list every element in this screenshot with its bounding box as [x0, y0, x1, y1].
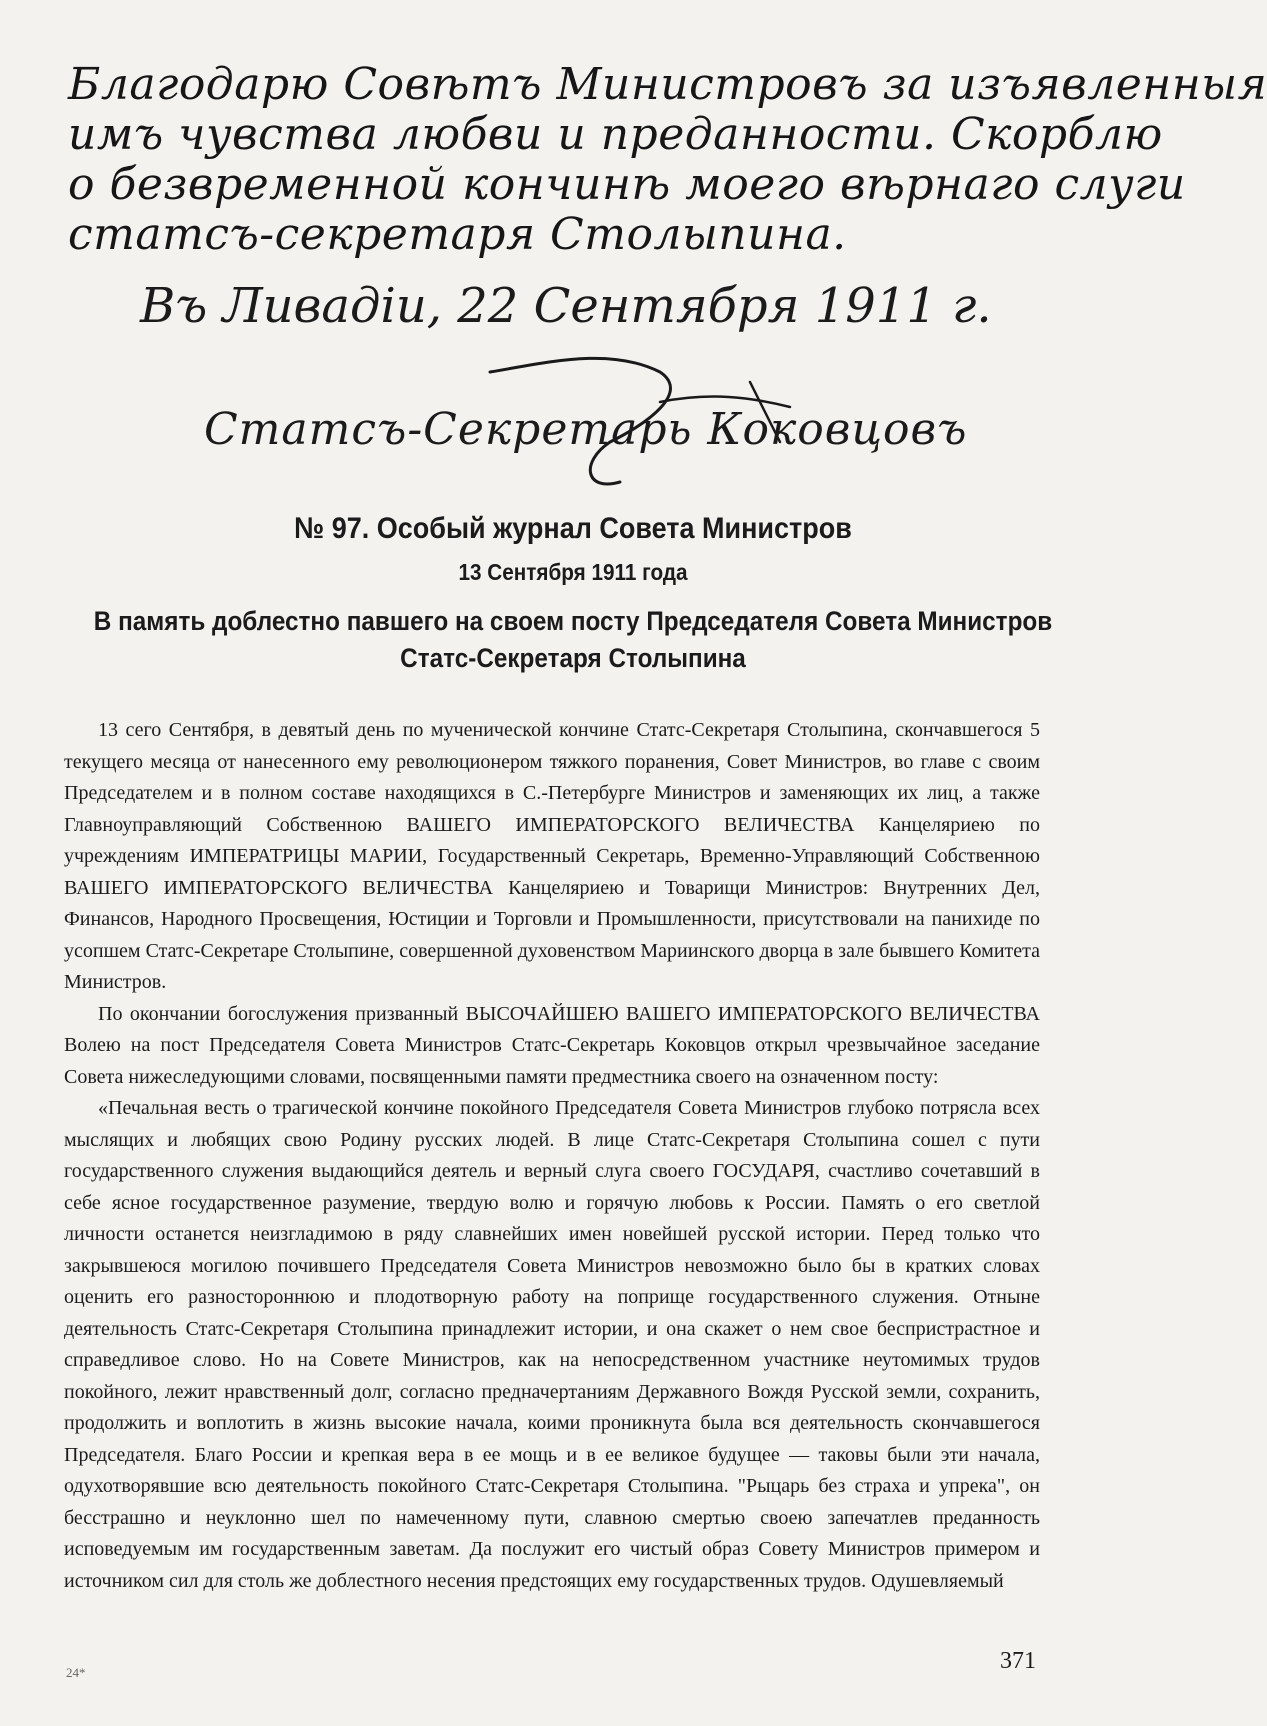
document-subtitle-line1: В память доблестно павшего на своем посту Председателя Совета Министров — [93, 606, 1053, 636]
body-paragraph: По окончании богослужения призванный ВЫСОЧАЙШЕЮ ВАШЕГО ИМПЕРАТОРСКОГО ВЕЛИЧЕСТВА Волею на пост Председателя Совета Министров Статс-Секретарь Коковцов открыл чрезвычайное заседание Совета нижеследующими словами, посвященными памяти предместника своего на означенном посту: — [64, 1002, 1040, 1088]
handwritten-line: имъ чувства любви и преданности. Скорблю — [68, 109, 1163, 160]
handwritten-signature — [190, 352, 968, 502]
document-date: 13 Сентября 1911 года — [458, 559, 688, 585]
signature-note: Статсъ-Секретарь Коковцовъ — [204, 404, 968, 455]
handwritten-place-date: Въ Ливадіи, 22 Сентября 1911 г. — [140, 278, 992, 334]
handwritten-line: статсъ-секретаря Столыпина. — [68, 209, 847, 260]
printer-signature-mark: 24* — [66, 1665, 86, 1680]
body-paragraph: 13 сего Сентября, в девятый день по мученической кончине Статс-Секретаря Столыпина, скончавшегося 5 текущего месяца от нанесенного ему революционером тяжкого поранения, Совет Министров, во главе с своим Председателем и в полном составе находящихся в С.-Петербурге Министров и заменяющих их лиц, а также Главноуправляющий Собственною ВАШЕГО ИМПЕРАТОРСКОГО ВЕЛИЧЕСТВА Канцеляриею по учреждениям ИМПЕРАТРИЦЫ МАРИИ, Государственный Секретарь, Временно-Управляющий Собственною ВАШЕГО ИМПЕРАТОРСКОГО ВЕЛИЧЕСТВА Канцеляриею и Товарищи Министров: Внутренних Дел, Финансов, Народного Просвещения, Юстиции и Торговли и Промышленности, присутствовали на панихиде по усопшем Статс-Секретаре Столыпине, совершенной духовенством Мариинского дворца в зале бывшего Комитета Министров. — [64, 719, 1040, 993]
handwritten-line: Благодарю Совѣтъ Министровъ за изъявленныя — [68, 59, 1267, 110]
document-subtitle-line2: Статс-Секретаря Столыпина — [400, 643, 746, 673]
body-paragraph: «Печальная весть о трагической кончине покойного Председателя Совета Министров глубоко потрясла всех мыслящих и любящих свою Родину русских людей. В лице Статс-Секретаря Столыпина сошел с пути государственного служения выдающийся деятель и верный слуга своего ГОСУДАРЯ, счастливо сочетавший в себе ясное государственное разумение, твердую волю и горячую любовь к России. Память о его светлой личности останется неизгладимою в ряду славнейших имен новейшей русской истории. Перед только что закрывшеюся могилою почившего Председателя Совета Министров невозможно было бы в кратких словах оценить его разностороннюю и плодотворную работу на поприще государственного служения. Отныне деятельность Статс-Секретаря Столыпина принадлежит истории, и она скажет о нем свое беспристрастное и справедливое слово. Но на Совете Министров, как на непосредственном участнике неутомимых трудов покойного, лежит нравственный долг, согласно предначертаниям Державного Вождя Русской земли, сохранить, продолжить и воплотить в жизнь высокие начала, коими проникнута была вся деятельность скончавшегося Председателя. Благо России и крепкая вера в ее мощь и в ее великое будущее — таковы были эти начала, одухотворявшие всю деятельность покойного Статс-Секретаря Столыпина. "Рыцарь без страха и упрека", он бесстрашно и неуклонно шел по намеченному пути, славною смертью своею запечатлев преданность исповедуемым им государственным заветам. Да послужит его чистый образ Совету Министров примером и источником сил для столь же доблестного несения предстоящих ему государственных трудов. Одушевляемый — [64, 1097, 1040, 1592]
handwritten-line: о безвременной кончинѣ моего вѣрнаго слуги — [68, 159, 1186, 210]
document-title: № 97. Особый журнал Совета Министров — [294, 512, 852, 545]
page-number: 371 — [1000, 1648, 1036, 1674]
document-body — [64, 715, 1040, 1597]
handwritten-lines — [68, 59, 1267, 260]
handwritten-resolution — [60, 59, 1267, 530]
